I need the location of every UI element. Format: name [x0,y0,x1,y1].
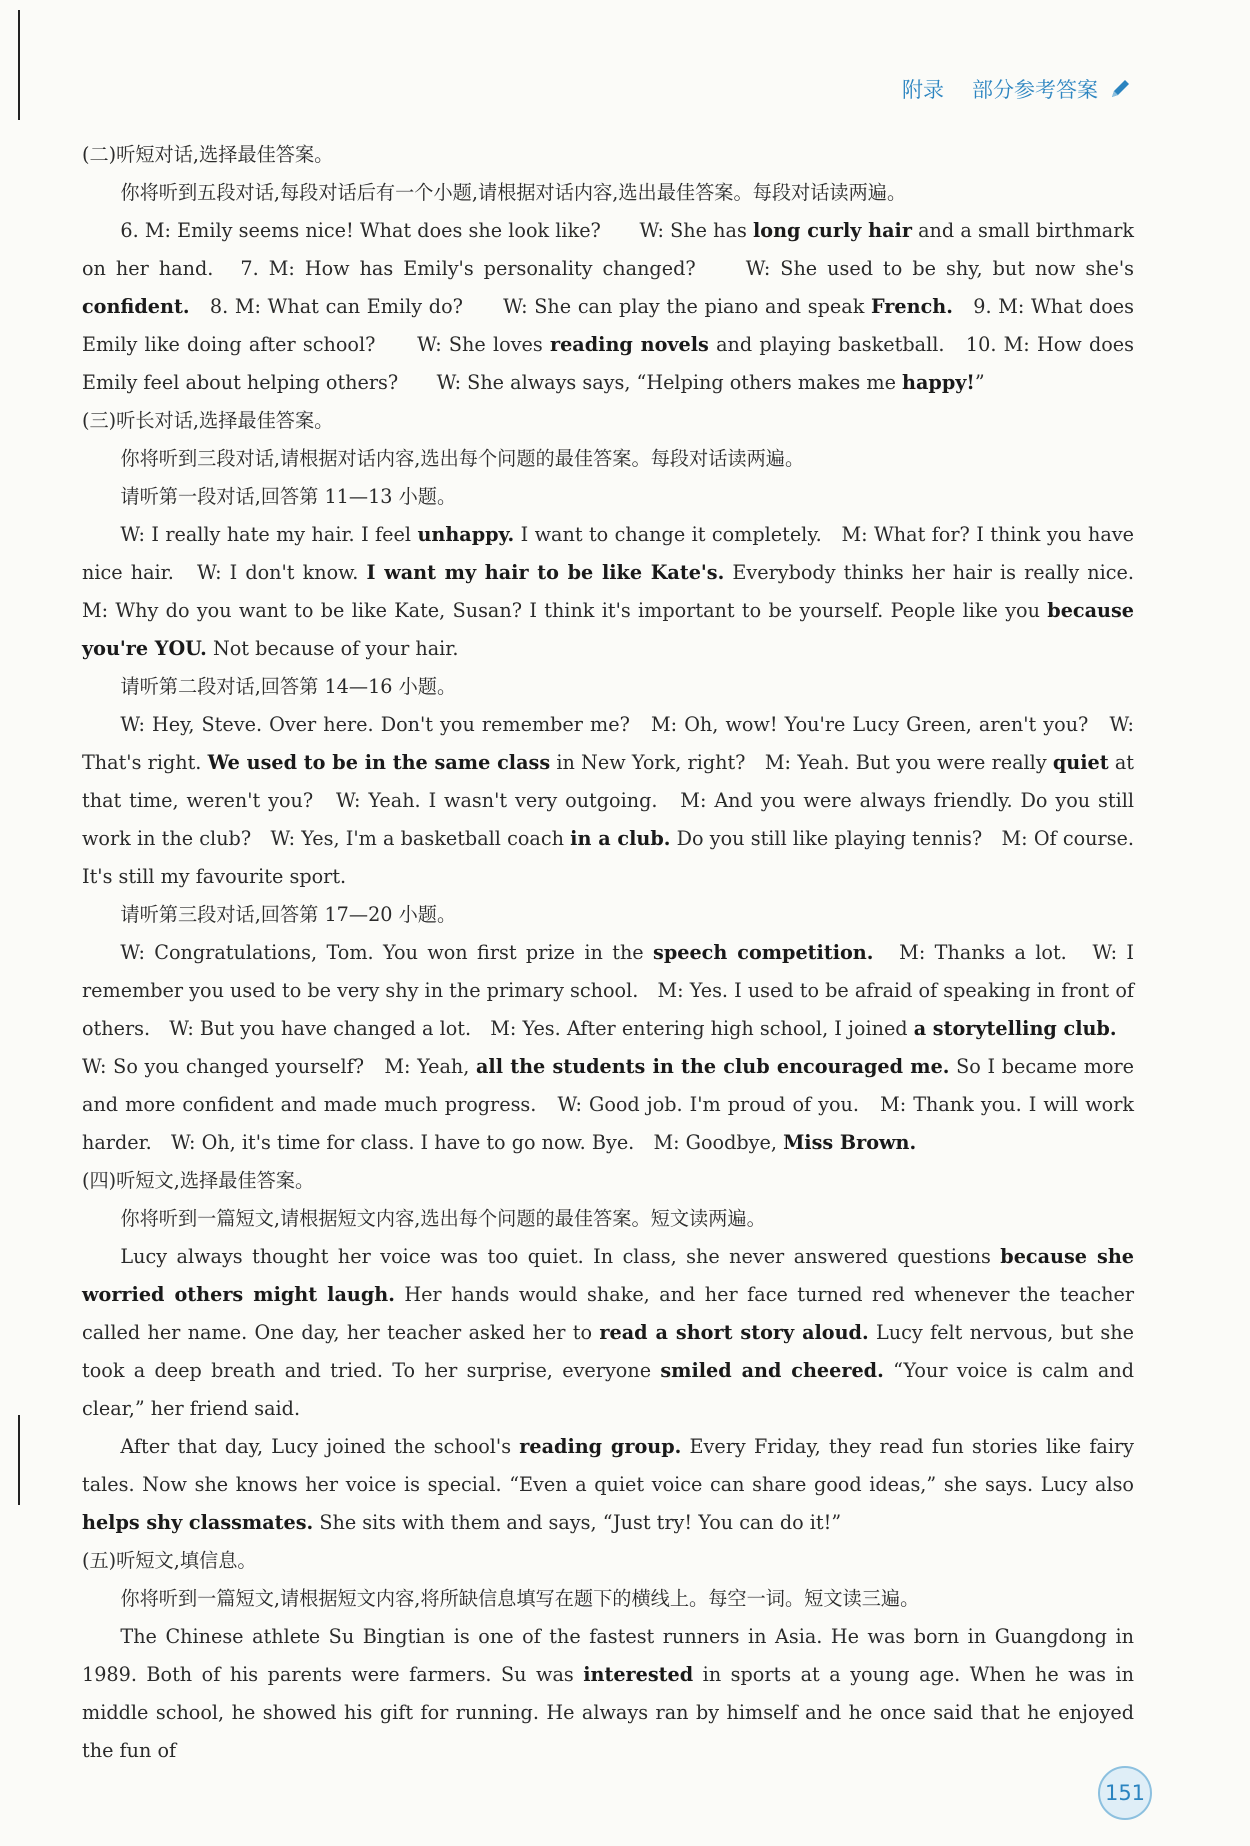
text-run: (五)听短文,填信息。 [82,1549,257,1572]
text-run: 你将听到三段对话,请根据对话内容,选出每个问题的最佳答案。每段对话读两遍。 [120,447,805,470]
text-run: Everybody thinks her hair is really nice. M: Why do you want to be like Kate, Susan? I think it's important to be yourself. People like you [82,561,1154,622]
text-run: The Chinese athlete Su Bingtian is one of the fastest runners in Asia. He was born in Guangdong in 1989. Both of his parents were farmers. Su was [82,1625,1134,1686]
page-header [902,74,1132,104]
answer-keyword: smiled and cheered. [660,1359,884,1382]
passage-paragraph [82,1618,1134,1770]
answer-keyword: long curly hair [753,219,912,242]
text-run: 你将听到一篇短文,请根据短文内容,选出每个问题的最佳答案。短文读两遍。 [120,1207,766,1230]
answer-text-body [82,136,1154,1770]
text-run: and playing basketball. 10. M: How does Emily feel about helping others? W: She always says, “Helping others makes me [82,333,1134,394]
text-run: (三)听长对话,选择最佳答案。 [82,409,334,432]
text-run: After that day, Lucy joined the school's [120,1435,520,1458]
dialogue-label [82,668,1134,706]
answer-keyword: We used to be in the same class [207,751,551,774]
text-run: 请听第一段对话,回答第 11—13 小题。 [120,485,457,508]
instruction [82,174,1134,212]
header-answers-title: 部分参考答案 [972,78,1098,102]
answer-keyword: in a club. [570,827,671,850]
text-run: Lucy always thought her voice was too quiet. In class, she never answered questions [120,1245,1001,1268]
answer-keyword: because she worried others might laugh. [82,1245,1134,1306]
text-run: 9. M: What does Emily like doing after school? W: She loves [82,295,1135,356]
text-run: Lucy felt nervous, but she took a deep breath and tried. To her surprise, everyone [82,1321,1134,1382]
section-heading-2 [82,136,1134,174]
text-run: I want to change it completely. M: What for? I think you have nice hair. W: I don't know. [82,523,1134,584]
dialogue-text [82,706,1134,896]
answer-keyword: French. [871,295,953,318]
passage-paragraph [82,1238,1134,1428]
text-run: M: Thanks a lot. W: I remember you used to be very shy in the primary school. M: Yes. I used to be afraid of speaking in front of others. W: But you have changed a lot. M: Yes. After entering high school, I joined [82,941,1135,1040]
text-run: ” [974,371,985,394]
dialogue-label [82,478,1134,516]
answer-keyword: happy! [902,371,975,394]
dialogue-label [82,896,1134,934]
instruction [82,440,1134,478]
section-heading-4 [82,1162,1134,1200]
text-run: 你将听到五段对话,每段对话后有一个小题,请根据对话内容,选出最佳答案。每段对话读两遍。 [120,181,907,204]
text-run: Her hands would shake, and her face turned red whenever the teacher called her name. One day, her teacher asked her to [82,1283,1134,1344]
text-run: She sits with them and says, “Just try! You can do it!” [313,1511,842,1534]
text-run: at that time, weren't you? W: Yeah. I wasn't very outgoing. M: And you were always friendly. Do you still work in the club? W: Yes, I'm a basketball coach [82,751,1134,850]
text-run: in New York, right? M: Yeah. But you were really [550,751,1053,774]
passage-paragraph [82,1428,1134,1542]
text-run: W: Hey, Steve. Over here. Don't you remember me? M: Oh, wow! You're Lucy Green, aren't you? W: That's right. [82,713,1134,774]
text-run: W: So you changed yourself? M: Yeah, [82,1017,1136,1078]
answer-keyword: read a short story aloud. [599,1321,869,1344]
answer-keyword: reading novels [549,333,709,356]
answer-keyword: all the students in the club encouraged me. [476,1055,950,1078]
text-run: 请听第三段对话,回答第 17—20 小题。 [120,903,457,926]
answer-keyword: confident. [82,295,190,318]
binding-mark [18,10,20,120]
header-appendix: 附录 [902,78,944,102]
text-run: W: I really hate my hair. I feel [120,523,418,546]
answer-keyword: a storytelling club. [913,1017,1117,1040]
dialogue-text [82,212,1134,402]
answer-keyword: because you're YOU. [82,599,1134,660]
answer-keyword: I want my hair to be like Kate's. [366,561,725,584]
instruction [82,1200,1134,1238]
section-heading-5 [82,1542,1134,1580]
answer-keyword: reading group. [519,1435,682,1458]
text-run: 8. M: What can Emily do? W: She can play the piano and speak [189,295,872,318]
answer-keyword: interested [583,1663,694,1686]
text-run: Not because of your hair. [206,637,459,660]
text-run: W: Congratulations, Tom. You won first prize in the [120,941,654,964]
answer-keyword: speech competition. [653,941,874,964]
page-number: 151 [1098,1766,1152,1820]
answer-keyword: unhappy. [417,523,515,546]
dialogue-text [82,934,1134,1162]
text-run: and a small birthmark on her hand. 7. M: How has Emily's personality changed? W: She used to be shy, but now she's [82,219,1135,280]
text-run: Every Friday, they read fun stories like fairy tales. Now she knows her voice is special. “Even a quiet voice can share good ideas,” she says. Lucy also [82,1435,1135,1496]
answer-keyword: helps shy classmates. [82,1511,314,1534]
text-run: (二)听短对话,选择最佳答案。 [82,143,334,166]
dialogue-text [82,516,1154,668]
text-run: Do you still like playing tennis? M: Of course. It's still my favourite sport. [82,827,1134,888]
section-heading-3 [82,402,1134,440]
answer-keyword: quiet [1052,751,1109,774]
instruction [82,1580,1134,1618]
text-run: 请听第二段对话,回答第 14—16 小题。 [120,675,457,698]
pencil-icon [1108,77,1132,101]
text-run: 你将听到一篇短文,请根据短文内容,将所缺信息填写在题下的横线上。每空一词。短文读三遍。 [120,1587,920,1610]
text-run: So I became more and more confident and made much progress. W: Good job. I'm proud of you. M: Thank you. I will work harder. W: Oh, it's time for class. I have to go now. Bye. M: Goodbye, [82,1055,1135,1154]
binding-mark [18,1415,20,1505]
text-run: (四)听短文,选择最佳答案。 [82,1169,315,1192]
text-run: “Your voice is calm and clear,” her friend said. [82,1359,1134,1420]
text-run: 6. M: Emily seems nice! What does she look like? W: She has [120,219,753,242]
answer-keyword: Miss Brown. [783,1131,917,1154]
text-run: in sports at a young age. When he was in middle school, he showed his gift for running. He always ran by himself and he once said that he enjoyed the fun of [82,1663,1134,1762]
